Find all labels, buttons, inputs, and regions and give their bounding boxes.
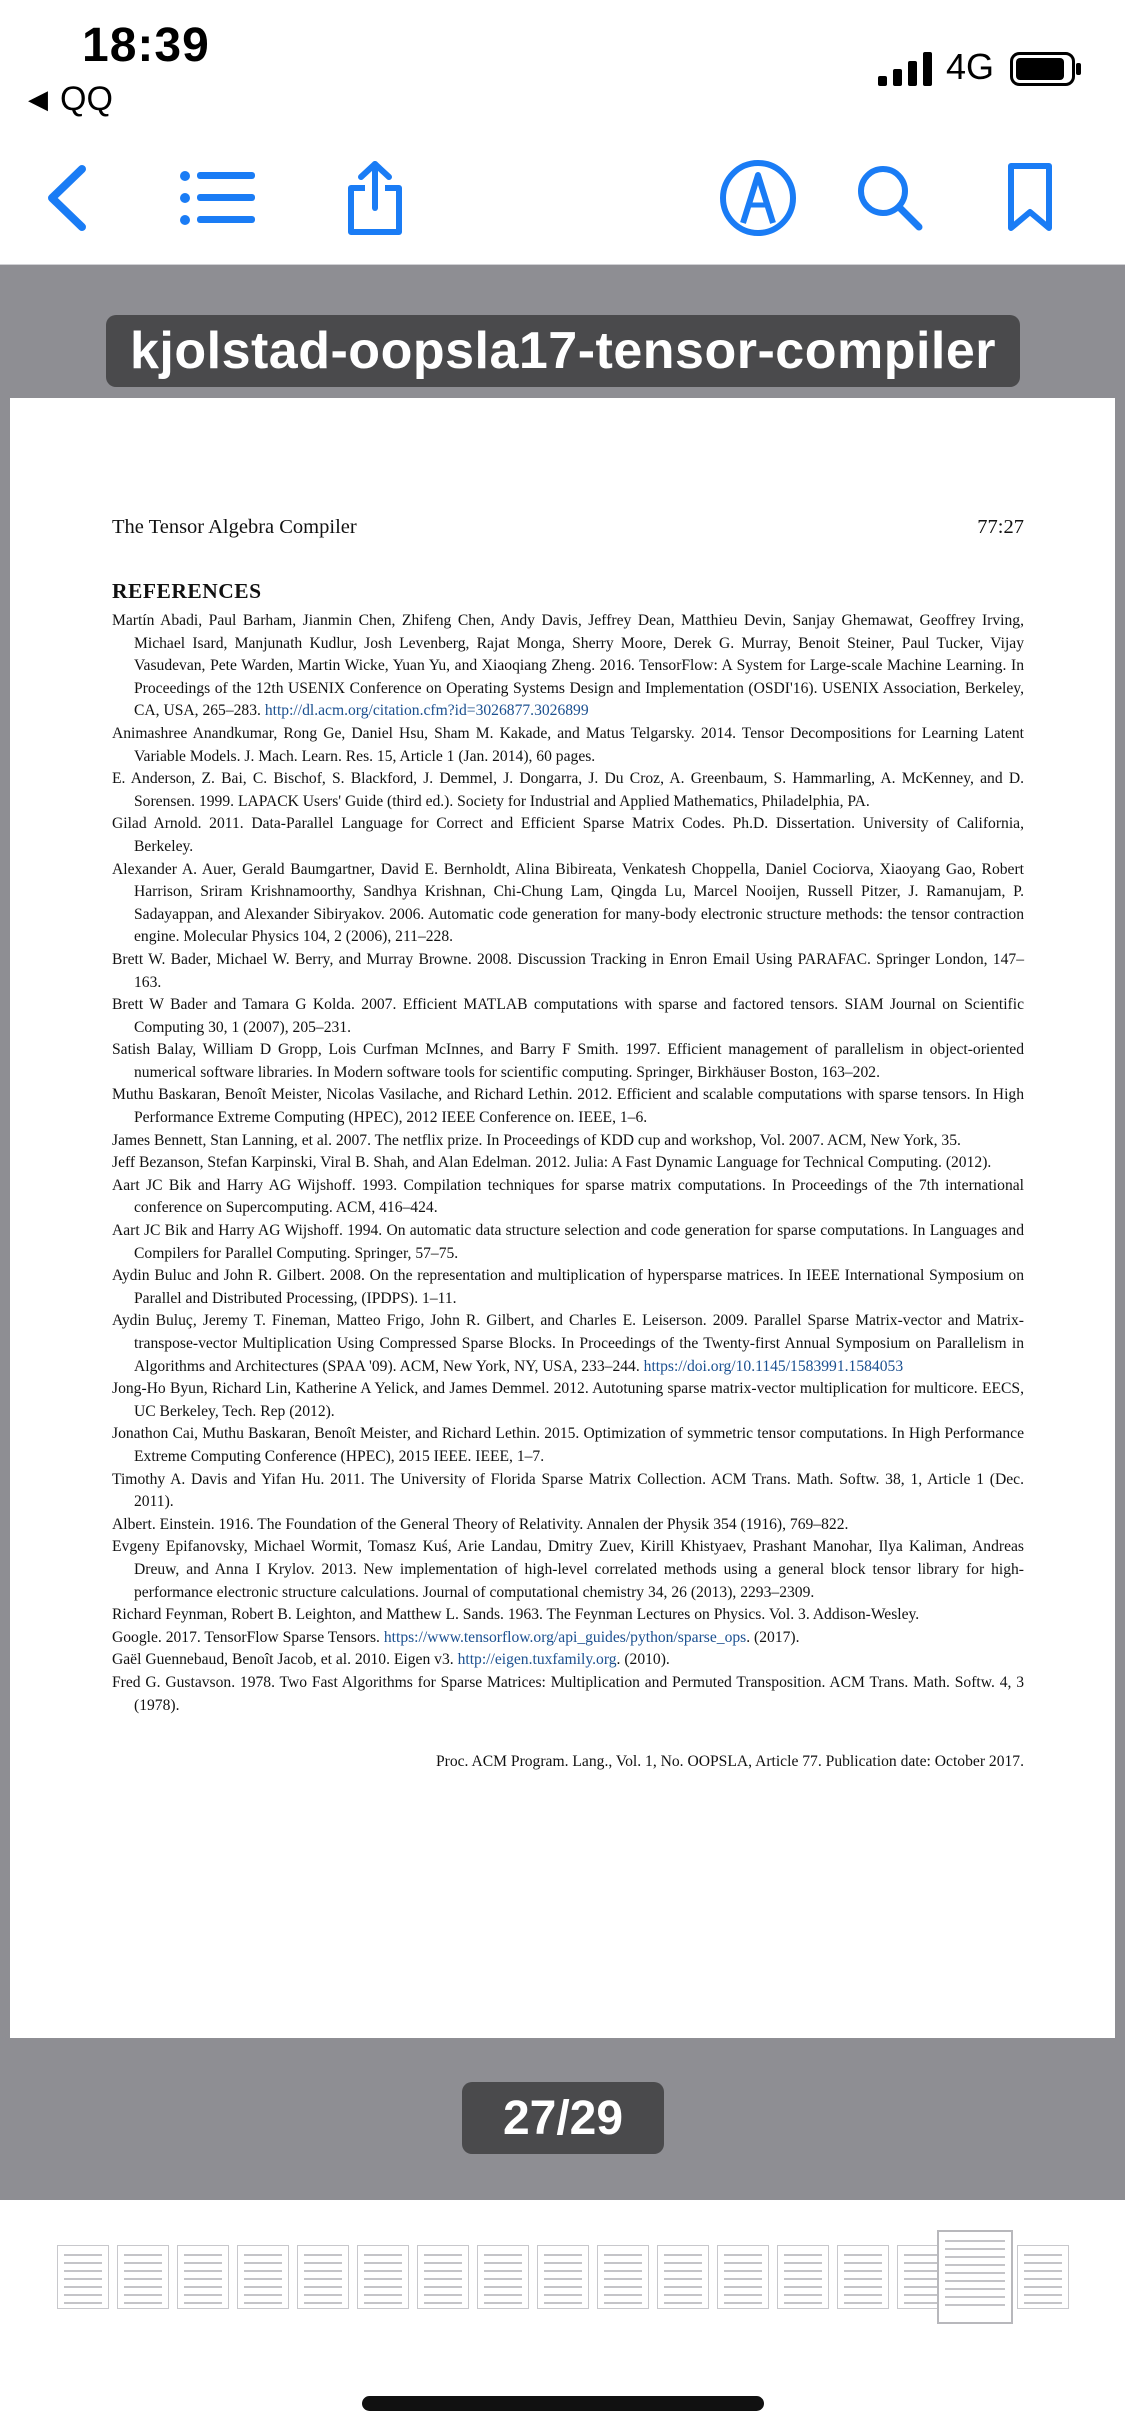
thumbnail-line (304, 2302, 342, 2304)
thumbnail-line (184, 2286, 222, 2288)
reference-suffix: . (2010). (616, 1651, 670, 1669)
reference-text: Aart JC Bik and Harry AG Wijshoff. 1994. On automatic data structure selection and code generation for sparse computations. In Languages and Compilers for Parallel Computing. Springer, 57–75. (112, 1222, 1024, 1262)
reference-text: Evgeny Epifanovsky, Michael Wormit, Tomasz Kuś, Arie Landau, Dmitry Zuev, Kirill Khistyaev, Prashant Manohar, Ilya Kaliman, Andreas Dreuw, and Anna I Krylov. 2013. New implementation of high-level correlated methods using a general block tensor library for high-performance electronic structure calculations. Journal of computational chemistry 34, 26 (2013), 2293–2309. (112, 1538, 1024, 1601)
reference-entry (112, 1084, 1024, 1129)
reference-entry (112, 1130, 1024, 1153)
thumbnail-line (124, 2270, 162, 2272)
reference-entry (112, 1265, 1024, 1310)
running-head (112, 516, 1024, 539)
reference-text: Animashree Anandkumar, Rong Ge, Daniel Hsu, Sham M. Kakade, and Matus Telgarsky. 2014. Tensor Decompositions for Learning Latent Variable Models. J. Mach. Learn. Res. 15, Article 1 (Jan. 2014), 60 pages. (112, 724, 1024, 765)
reference-suffix: . (2017). (746, 1628, 800, 1646)
thumbnail-line (1024, 2302, 1062, 2304)
thumbnail-line (124, 2262, 162, 2264)
network-type: 4G (946, 46, 995, 87)
thumbnail-line (424, 2286, 462, 2288)
thumbnail-line (124, 2286, 162, 2288)
thumbnail-line (784, 2270, 822, 2272)
reference-entry (112, 1627, 1024, 1650)
thumbnail-line (664, 2294, 702, 2296)
thumbnail-line (664, 2302, 702, 2304)
thumbnail-line (604, 2262, 642, 2264)
thumbnail-line (844, 2278, 882, 2280)
thumbnail-line (484, 2270, 522, 2272)
thumbnail-line (724, 2302, 762, 2304)
page-footer: Proc. ACM Program. Lang., Vol. 1, No. OOPSLA, Article 77. Publication date: October 2017. (435, 1753, 1024, 1771)
reference-text: Fred G. Gustavson. 1978. Two Fast Algorithms for Sparse Matrices: Multiplication and Permuted Transposition. ACM Trans. Math. Softw. 4, 3 (1978). (112, 1673, 1024, 1714)
thumbnail-line (424, 2278, 462, 2280)
reference-text: Gilad Arnold. 2011. Data-Parallel Language for Correct and Efficient Sparse Matrix Codes. Ph.D. Dissertation. University of California, Berkeley. (112, 815, 1024, 855)
thumbnail-line (604, 2278, 642, 2280)
thumbnail-line (784, 2262, 822, 2264)
home-indicator[interactable] (362, 2396, 764, 2411)
thumbnail-line (244, 2286, 282, 2288)
page-thumbnail[interactable] (537, 2245, 589, 2309)
thumbnail-line (724, 2262, 762, 2264)
thumbnail-line (784, 2286, 822, 2288)
outline-list-button[interactable] (178, 158, 258, 238)
thumbnail-line (1024, 2270, 1062, 2272)
thumbnail-line (184, 2302, 222, 2304)
thumbnail-line (945, 2296, 1005, 2298)
thumbnail-line (1024, 2294, 1062, 2296)
thumbnail-line (64, 2278, 102, 2280)
reference-entry (112, 1604, 1024, 1627)
page-thumbnail[interactable] (237, 2245, 289, 2309)
page-thumbnail[interactable] (117, 2245, 169, 2309)
reference-entry (112, 1536, 1024, 1604)
thumbnail-line (724, 2286, 762, 2288)
thumbnail-line (604, 2270, 642, 2272)
pdf-toolbar (0, 130, 1125, 265)
page-content (112, 516, 1024, 1771)
markup-icon (719, 159, 797, 237)
thumbnail-line (364, 2286, 402, 2288)
bookmark-icon (1005, 162, 1055, 234)
thumbnail-line (244, 2270, 282, 2272)
running-head-title: The Tensor Algebra Compiler (112, 516, 357, 538)
reference-entry (112, 949, 1024, 994)
thumbnail-line (544, 2302, 582, 2304)
thumbnail-line (544, 2286, 582, 2288)
pdf-page[interactable] (10, 398, 1115, 2038)
reference-entry (112, 994, 1024, 1039)
thumbnail-line (364, 2270, 402, 2272)
thumbnail-line (64, 2294, 102, 2296)
thumbnail-line (784, 2294, 822, 2296)
thumbnail-line (604, 2294, 642, 2296)
reference-text: Brett W. Bader, Michael W. Berry, and Murray Browne. 2008. Discussion Tracking in Enron Email Using PARAFAC. Springer London, 147–163. (112, 950, 1024, 991)
thumbnail-line (484, 2262, 522, 2264)
reference-entry (112, 1672, 1024, 1717)
thumbnail-line (304, 2286, 342, 2288)
thumbnail-line (1024, 2254, 1062, 2256)
search-icon (855, 163, 925, 233)
reference-entry (112, 859, 1024, 949)
thumbnail-line (304, 2262, 342, 2264)
thumbnail-line (945, 2248, 1005, 2250)
reference-entry (112, 610, 1024, 723)
page-indicator: 27/29 (462, 2082, 664, 2154)
reference-text: Martín Abadi, Paul Barham, Jianmin Chen, Zhifeng Chen, Andy Davis, Jeffrey Dean, Matthieu Devin, Sanjay Ghemawat, Geoffrey Irving, Michael Isard, Manjunath Kudlur, Josh Levenberg, Rajat Monga, Sherry Moore, Derek G. Murray, Benoit Steiner, Paul Tucker, Vijay Vasudevan, Pete Warden, Martin Wicke, Yuan Yu, and Xiaoqiang Zheng. 2016. TensorFlow: A System for Large-scale Machine Learning. In Proceedings of the 12th USENIX Conference on Operating Systems Design and Implementation (OSDI'16). USENIX Association, Berkeley, CA, USA, 265–283. (112, 612, 1024, 720)
reference-text: Richard Feynman, Robert B. Leighton, and Matthew L. Sands. 1963. The Feynman Lectures on Physics. Vol. 3. Addison-Wesley. (112, 1606, 920, 1624)
thumbnail-line (124, 2278, 162, 2280)
reference-text: James Bennett, Stan Lanning, et al. 2007. The netflix prize. In Proceedings of KDD cup and workshop, Vol. 2007. ACM, New York, 35. (112, 1131, 961, 1149)
thumbnail-line (184, 2294, 222, 2296)
reference-text: Google. 2017. TensorFlow Sparse Tensors. (112, 1628, 380, 1646)
thumbnail-line (364, 2278, 402, 2280)
page-thumbnail[interactable] (937, 2230, 1013, 2324)
reference-text: Jonathon Cai, Muthu Baskaran, Benoît Meister, and Richard Lethin. 2015. Optimization of symmetric tensor computations. In High Performance Extreme Computing Conference (HPEC), 2015 IEEE. IEEE, 1–7. (112, 1425, 1024, 1465)
reference-entry (112, 1649, 1024, 1672)
reference-entry (112, 813, 1024, 858)
reference-entry (112, 1175, 1024, 1220)
thumbnail-line (844, 2294, 882, 2296)
thumbnail-line (64, 2286, 102, 2288)
thumbnail-line (945, 2264, 1005, 2266)
thumbnail-line (844, 2302, 882, 2304)
reference-list (112, 610, 1024, 1717)
status-time: 18:39 (82, 19, 210, 72)
thumbnail-line (664, 2278, 702, 2280)
thumbnail-line (244, 2294, 282, 2296)
back-chevron-button[interactable] (28, 158, 108, 238)
section-heading: REFERENCES (112, 579, 262, 603)
thumbnail-line (724, 2278, 762, 2280)
thumbnail-line (484, 2294, 522, 2296)
thumbnail-line (604, 2286, 642, 2288)
thumbnail-line (484, 2278, 522, 2280)
thumbnail-line (184, 2254, 222, 2256)
reference-text: Alexander A. Auer, Gerald Baumgartner, David E. Bernholdt, Alina Bibireata, Venkatesh Choppella, Daniel Cociorva, Xiaoyang Gao, Robert Harrison, Sriram Krishnamoorthy, Sandhya Krishnan, Chi-Chung Lam, Qingda Lu, Marcel Nooijen, Russell Pitzer, J. Ramanujam, P. Sadayappan, and Alexander Sibiryakov. 2006. Automatic code generation for many-body electronic structure methods: the tensor contraction engine. Molecular Physics 104, 2 (2006), 211–228. (112, 860, 1024, 946)
search-button[interactable] (850, 158, 930, 238)
reference-text: Albert. Einstein. 1916. The Foundation of the General Theory of Relativity. Annalen der Physik 354 (1916), 769–822. (112, 1515, 849, 1533)
thumbnail-line (1024, 2262, 1062, 2264)
reference-link[interactable]: https://doi.org/10.1145/1583991.1584053 (643, 1357, 904, 1375)
reference-entry (112, 1310, 1024, 1378)
page-thumbnail[interactable] (777, 2245, 829, 2309)
thumbnail-line (724, 2254, 762, 2256)
thumbnail-line (664, 2254, 702, 2256)
reference-entry (112, 1039, 1024, 1084)
reference-entry (112, 1423, 1024, 1468)
thumbnail-line (724, 2294, 762, 2296)
reference-text: Aart JC Bik and Harry AG Wijshoff. 1993. Compilation techniques for sparse matrix computations. In Proceedings of the 7th international conference on Supercomputing. ACM, 416–424. (112, 1176, 1024, 1217)
thumbnail-line (664, 2286, 702, 2288)
reference-text: Muthu Baskaran, Benoît Meister, Nicolas Vasilache, and Richard Lethin. 2012. Efficient and scalable computations with sparse tensors. In High Performance Extreme Computing (HPEC), 2012 IEEE Conference on. IEEE, 1–6. (112, 1086, 1024, 1127)
thumbnail-line (304, 2278, 342, 2280)
thumbnail-line (945, 2256, 1005, 2258)
thumbnail-line (424, 2294, 462, 2296)
thumbnail-line (64, 2254, 102, 2256)
thumbnail-line (844, 2270, 882, 2272)
page-thumbnail[interactable] (1017, 2245, 1069, 2309)
thumbnail-line (424, 2302, 462, 2304)
page-thumbnail[interactable] (657, 2245, 709, 2309)
reference-link[interactable]: http://eigen.tuxfamily.org (457, 1651, 617, 1669)
reference-text: Satish Balay, William D Gropp, Lois Curfman McInnes, and Barry F Smith. 1997. Efficient management of parallelism in object-oriented numerical software libraries. In Modern software tools for scientific computing. Springer, Birkhäuser Boston, 163–202. (112, 1041, 1024, 1081)
thumbnail-line (945, 2288, 1005, 2290)
reference-text: Timothy A. Davis and Yifan Hu. 2011. The University of Florida Sparse Matrix Collection. ACM Trans. Math. Softw. 38, 1, Article 1 (Dec. 2011). (112, 1470, 1024, 1511)
reference-entry (112, 723, 1024, 768)
reference-link[interactable]: http://dl.acm.org/citation.cfm?id=3026877.3026899 (264, 702, 589, 720)
share-button[interactable] (335, 158, 415, 238)
reference-entry (112, 1220, 1024, 1265)
thumbnail-line (664, 2270, 702, 2272)
share-icon (345, 160, 405, 236)
thumbnail-line (544, 2254, 582, 2256)
thumbnail-line (484, 2286, 522, 2288)
thumbnail-line (844, 2286, 882, 2288)
thumbnail-line (544, 2278, 582, 2280)
status-bar (0, 0, 1125, 130)
thumbnail-line (364, 2262, 402, 2264)
thumbnail-line (364, 2294, 402, 2296)
page-thumbnail[interactable] (837, 2245, 889, 2309)
thumbnail-line (784, 2254, 822, 2256)
battery-icon (1010, 52, 1082, 86)
thumbnail-line (724, 2270, 762, 2272)
thumbnail-line (1024, 2278, 1062, 2280)
reference-entry (112, 1152, 1024, 1175)
thumbnail-line (124, 2254, 162, 2256)
reference-text: Brett W Bader and Tamara G Kolda. 2007. Efficient MATLAB computations with sparse and factored tensors. SIAM Journal on Scientific Computing 30, 1 (2007), 205–231. (112, 996, 1024, 1036)
thumbnail-line (484, 2254, 522, 2256)
thumbnail-line (604, 2302, 642, 2304)
back-chevron-icon (38, 163, 98, 233)
back-to-app-button[interactable] (28, 80, 113, 119)
thumbnail-line (364, 2254, 402, 2256)
document-title: kjolstad-oopsla17-tensor-compiler (106, 315, 1020, 387)
thumbnail-line (304, 2254, 342, 2256)
cellular-signal-icon (878, 52, 934, 86)
thumbnail-line (184, 2278, 222, 2280)
list-icon (179, 170, 257, 226)
thumbnail-line (184, 2270, 222, 2272)
reference-text: Gaël Guennebaud, Benoît Jacob, et al. 2010. Eigen v3. (112, 1651, 454, 1669)
reference-entry (112, 1514, 1024, 1537)
thumbnail-line (844, 2254, 882, 2256)
reference-entry (112, 1469, 1024, 1514)
thumbnail-line (484, 2302, 522, 2304)
thumbnail-line (184, 2262, 222, 2264)
thumbnail-line (364, 2302, 402, 2304)
pdf-viewer[interactable] (0, 265, 1125, 2200)
thumbnail-line (124, 2302, 162, 2304)
back-app-label: QQ (60, 80, 113, 118)
thumbnail-line (844, 2262, 882, 2264)
thumbnail-line (664, 2262, 702, 2264)
thumbnail-line (64, 2262, 102, 2264)
markup-button[interactable] (718, 158, 798, 238)
thumbnail-line (244, 2278, 282, 2280)
reference-entry (112, 1378, 1024, 1423)
running-head-page: 77:27 (977, 516, 1024, 538)
thumbnail-line (64, 2302, 102, 2304)
back-triangle-icon: ◀ (28, 84, 48, 114)
reference-text: E. Anderson, Z. Bai, C. Bischof, S. Blackford, J. Demmel, J. Dongarra, J. Du Croz, A. Greenbaum, S. Hammarling, A. McKenney, and D. Sorensen. 1999. LAPACK Users' Guide (third ed.). Society for Industrial and Applied Mathematics, Philadelphia, PA. (112, 770, 1024, 810)
thumbnail-line (244, 2254, 282, 2256)
thumbnail-line (64, 2270, 102, 2272)
reference-text: Aydin Buluç, Jeremy T. Fineman, Matteo Frigo, John R. Gilbert, and Charles E. Leiserson. 2009. Parallel Sparse Matrix-vector and Matrix-transpose-vector Multiplication Using Compressed Sparse Blocks. In Proceedings of the Twenty-first Annual Symposium on Parallelism in Algorithms and Architectures (SPAA '09). ACM, New York, NY, USA, 233–244. (112, 1312, 1024, 1375)
page-thumbnail[interactable] (177, 2245, 229, 2309)
thumbnail-line (244, 2302, 282, 2304)
page-thumbnail[interactable] (297, 2245, 349, 2309)
thumbnail-line (544, 2294, 582, 2296)
page-thumbnail[interactable] (477, 2245, 529, 2309)
bookmark-button[interactable] (990, 158, 1070, 238)
reference-text: Jong-Ho Byun, Richard Lin, Katherine A Yelick, and James Demmel. 2012. Autotuning sparse matrix-vector multiplication for multicore. EECS, UC Berkeley, Tech. Rep (2012). (112, 1380, 1024, 1420)
thumbnail-line (424, 2254, 462, 2256)
thumbnail-line (304, 2294, 342, 2296)
thumbnail-line (304, 2270, 342, 2272)
thumbnail-line (544, 2262, 582, 2264)
thumbnail-line (544, 2270, 582, 2272)
thumbnail-line (244, 2262, 282, 2264)
reference-text: Aydin Buluc and John R. Gilbert. 2008. On the representation and multiplication of hypersparse matrices. In IEEE International Symposium on Parallel and Distributed Processing, (IPDPS). 1–11. (112, 1267, 1024, 1307)
thumbnail-line (945, 2304, 1005, 2306)
page-thumbnail[interactable] (357, 2245, 409, 2309)
thumbnail-line (784, 2302, 822, 2304)
page-thumbnail[interactable] (57, 2245, 109, 2309)
reference-entry (112, 768, 1024, 813)
thumbnail-line (945, 2280, 1005, 2282)
page-thumbnail[interactable] (717, 2245, 769, 2309)
thumbnail-line (124, 2294, 162, 2296)
page-thumbnail[interactable] (597, 2245, 649, 2309)
reference-link[interactable]: https://www.tensorflow.org/api_guides/python/sparse_ops (383, 1628, 747, 1646)
thumbnail-line (945, 2240, 1005, 2242)
thumbnail-line (424, 2270, 462, 2272)
page-thumbnail[interactable] (417, 2245, 469, 2309)
thumbnail-line (784, 2278, 822, 2280)
reference-text: Jeff Bezanson, Stefan Karpinski, Viral B. Shah, and Alan Edelman. 2012. Julia: A Fast Dynamic Language for Technical Computing. (2012). (112, 1154, 992, 1172)
thumbnail-line (945, 2272, 1005, 2274)
thumbnail-line (604, 2254, 642, 2256)
thumbnail-line (1024, 2286, 1062, 2288)
thumbnail-line (424, 2262, 462, 2264)
